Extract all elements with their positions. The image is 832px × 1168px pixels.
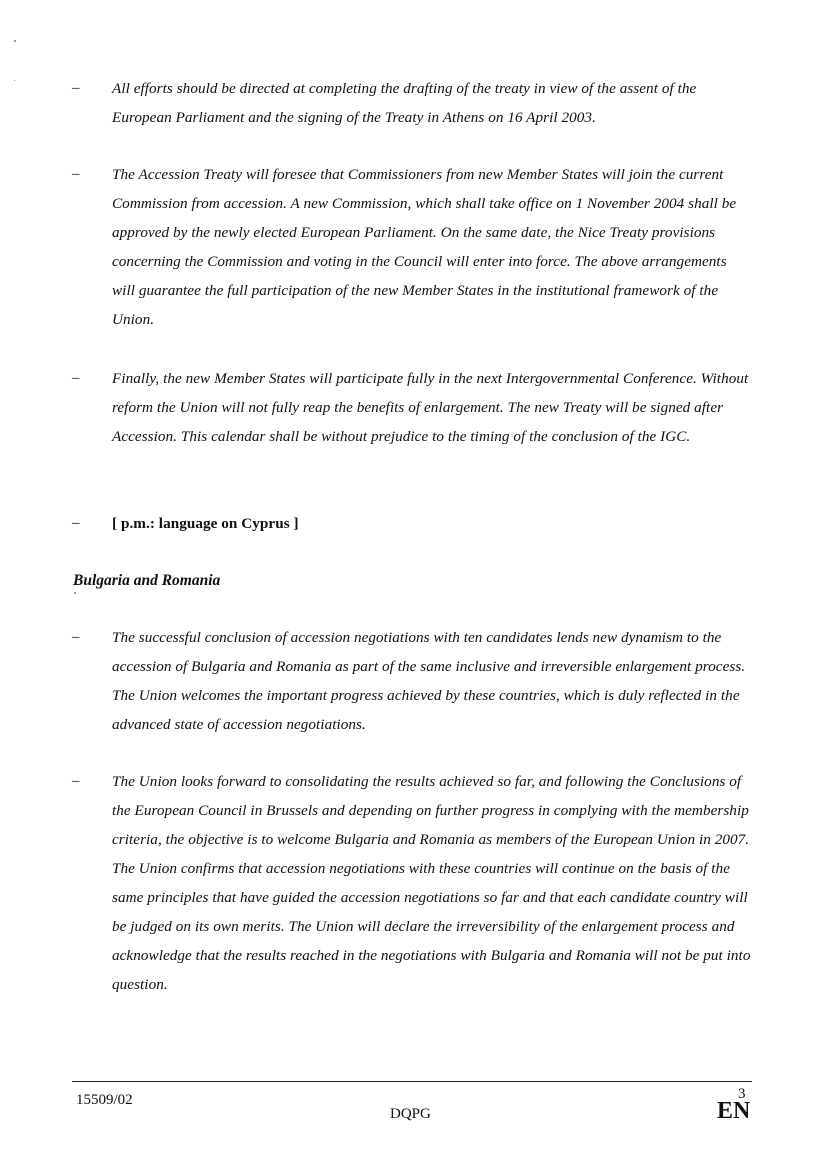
section-heading: Bulgaria and Romania <box>73 572 221 589</box>
bullet-paragraph <box>72 74 762 134</box>
bullet-dash: – <box>72 773 80 789</box>
bullet-paragraph <box>72 160 762 335</box>
bullet-dash: – <box>72 370 80 386</box>
paragraph-text: The Accession Treaty will foresee that Commissioners from new Member States will join the current Commission from accession. A new Commission, which shall take office on 1 November 2004 shall be approved by the newly elected European Parliament. On the same date, the Nice Treaty provisions concerning the Commission and voting in the Council will enter into force. The above arrangements will guarantee the full participation of the new Member States in the institutional framework of the Union. <box>112 166 737 328</box>
paragraph-text: The Union looks forward to consolidating the results achieved so far, and following the Conclusions of the European Council in Brussels and depending on further progress in complying with the membership criteria, the objective is to welcome Bulgaria and Romania as members of the European Union in 2007. The Union confirms that accession negotiations with these countries will continue on the basis of the same principles that have guided the accession negotiations so far and that each candidate country will be judged on its own merits. The Union will declare the irreversibility of the enlargement process and acknowledge that the results reached in the negotiations with Bulgaria and Romania will not be put into question. <box>112 773 751 993</box>
bullet-paragraph <box>72 364 762 482</box>
paragraph-text: Finally, the new Member States will participate fully in the next Intergovernmental Conference. Without reform the Union will not fully reap the benefits of enlargement. The new Treaty will be signed after Accession. This calendar shall be without prejudice to the timing of the conclusion of the IGC. <box>112 370 749 445</box>
bullet-dash: – <box>72 629 80 645</box>
paragraph-text: The successful conclusion of accession negotiations with ten candidates lends new dynamism to the accession of Bulgaria and Romania as part of the same inclusive and irreversible enlargement process. The Union welcomes the important progress achieved by these countries, which is duly reflected in the advanced state of accession negotiations. <box>112 629 746 733</box>
bullet-dash: – <box>72 80 80 96</box>
bullet-paragraph <box>72 509 762 539</box>
paragraph-text: All efforts should be directed at completing the drafting of the treaty in view of the assent of the European Parliament and the signing of the Treaty in Athens on 16 April 2003. <box>112 80 697 126</box>
bullet-paragraph <box>72 767 762 1029</box>
bullet-dash: – <box>72 166 80 182</box>
placeholder-note: [ p.m.: language on Cyprus ] <box>112 515 299 532</box>
bullet-dash: – <box>72 515 80 531</box>
scan-speck <box>14 80 15 81</box>
document-reference: 15509/02 <box>76 1092 133 1108</box>
scan-speck <box>74 592 76 594</box>
language-code: EN <box>717 1098 751 1124</box>
department-code: DQPG <box>390 1106 431 1122</box>
page-number: 3 <box>738 1086 746 1102</box>
footer-rule <box>72 1081 752 1082</box>
scan-speck <box>14 40 16 42</box>
bullet-paragraph <box>72 623 762 741</box>
